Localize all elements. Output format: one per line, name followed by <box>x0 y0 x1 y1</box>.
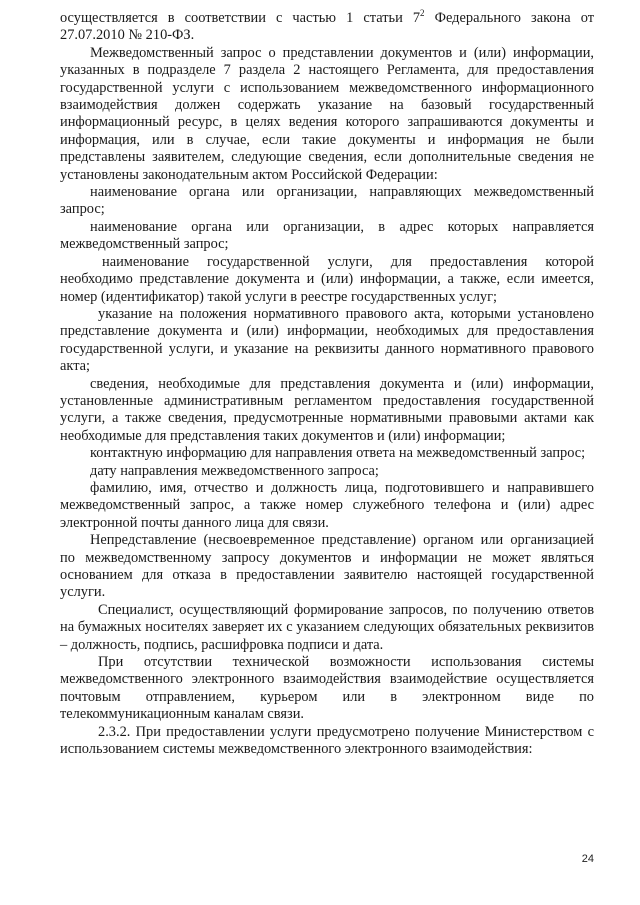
list-item-request-date: дату направления межведомственного запроса; <box>90 462 379 479</box>
page-number: 24 <box>581 853 594 865</box>
paragraph-interagency-request: Межведомственный запрос о представлении документов и (или) информации, указанных в подразделе 7 раздела 2 настоящего Регламента, для предоставления государственной услуги с использованием межведомственного информационного взаимодействия должен содержать указание на базовый государственный информационный ресурс, в целях ведения которого запрашиваются документы и информация, или в случае, если такие документы и информация не были представлены заявителем, следующие сведения, если дополнительные сведения не установлены законодательным актом Российской Федерации: <box>60 44 594 183</box>
paragraph-specialist: Специалист, осуществляющий формирование запросов, по получению ответов на бумажных носителях заверяет их с указанием следующих обязательных реквизитов – должность, подпись, расшифровка подписи и дата. <box>60 601 594 653</box>
paragraph-non-submission: Непредставление (несвоевременное представление) органом или организацией по межведомственному запросу документов и информации не может являться основанием для отказа в предоставлении заявителю настоящей государственной услуги. <box>60 532 594 601</box>
list-item-contact-info: контактную информацию для направления ответа на межведомственный запрос; <box>90 445 586 462</box>
paragraph-no-technical-possibility: При отсутствии технической возможности использования системы межведомственного электронного взаимодействия взаимодействие осуществляется почтовым отправлением, курьером или в электронном виде по телекоммуникационным каналам связи. <box>60 654 594 723</box>
list-item-requesting-body: наименование органа или организации, направляющих межведомственный запрос; <box>60 184 594 218</box>
list-item-legal-act: указание на положения нормативного правового акта, которыми установлено представление документа и (или) информации, необходимых для предоставления государственной услуги, и указание на реквизиты данного нормативного правового акта; <box>60 305 594 375</box>
paragraph-continuation <box>60 10 594 45</box>
paragraph-text: осуществляется в соответствии с частью 1 статьи 7 <box>60 10 421 26</box>
document-page <box>60 10 594 758</box>
list-item-service-name: наименование государственной услуги, для предоставления которой необходимо представление документа и (или) информации, а также, если имеется, номер (идентификатор) такой услуги в реестре государственных услуг; <box>60 253 594 305</box>
list-item-required-info: сведения, необходимые для представления документа и (или) информации, установленные административным регламентом предоставления государственной услуги, а также сведения, предусмотренные нормативными правовыми актами как необходимые для представления таких документов и (или) информации; <box>60 375 594 444</box>
superscript: 2 <box>420 8 425 18</box>
list-item-responsible-person: фамилию, имя, отчество и должность лица, подготовившего и направившего межведомственный запрос, а также номер служебного телефона и (или) адрес электронной почты данного лица для связи. <box>60 479 594 531</box>
paragraph-text-tail: Федерального закона от 27.07.2010 № 210-ФЗ. <box>60 10 594 44</box>
list-item-addressee-body: наименование органа или организации, в адрес которых направляется межведомственный запрос; <box>60 218 594 253</box>
paragraph-section-2-3-2: 2.3.2. При предоставлении услуги предусмотрено получение Министерством с использованием системы межведомственного электронного взаимодействия: <box>60 723 594 758</box>
